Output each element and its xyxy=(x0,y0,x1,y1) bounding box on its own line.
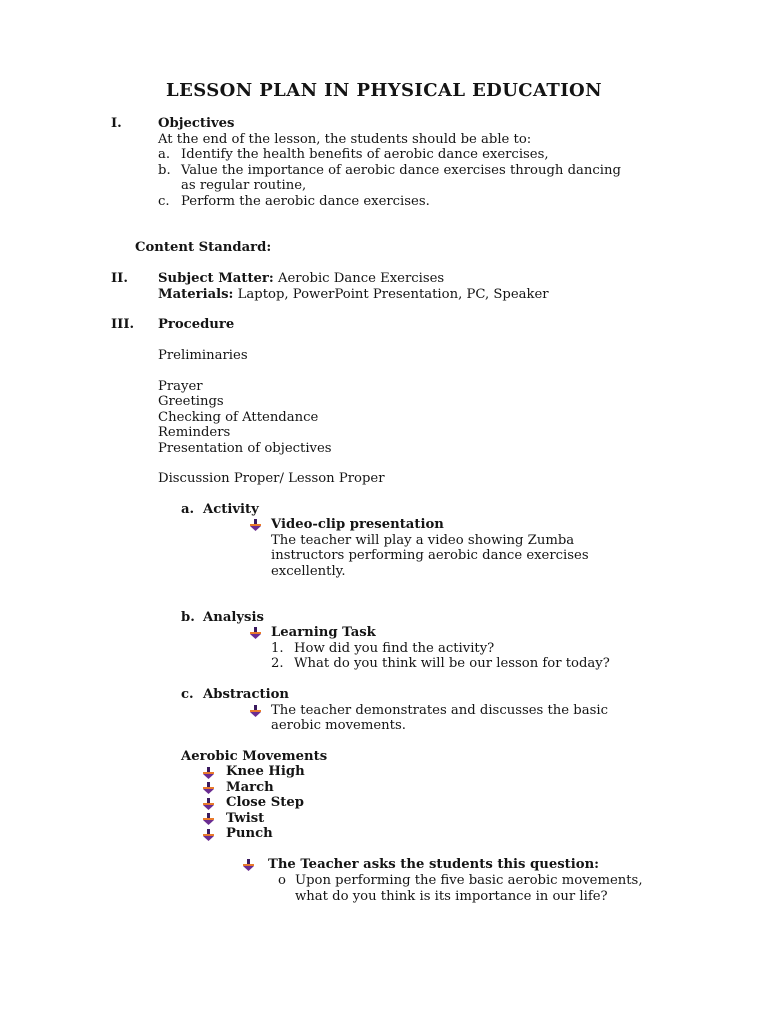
arrow-bullet-icon xyxy=(203,782,214,794)
movement-item: Twist xyxy=(226,811,265,826)
objective-letter-b: b. xyxy=(158,163,171,178)
objectives-intro: At the end of the lesson, the students should be able to: xyxy=(158,132,532,147)
circle-bullet: o xyxy=(278,873,286,888)
procedure-numeral: III. xyxy=(111,317,135,332)
analysis-question-num: 2. xyxy=(271,656,284,671)
subject-matter-label: Subject Matter: xyxy=(158,271,274,286)
abstraction-line: The teacher demonstrates and discusses the basic xyxy=(271,703,608,718)
subject-matter-numeral: II. xyxy=(111,271,128,286)
discussion-label: Discussion Proper/ Lesson Proper xyxy=(158,471,385,486)
activity-bullet-heading: Video-clip presentation xyxy=(271,517,444,532)
objectives-numeral: I. xyxy=(111,116,122,131)
preliminaries-label: Preliminaries xyxy=(158,348,248,363)
subject-matter-line xyxy=(158,271,444,286)
content-standard-label: Content Standard: xyxy=(135,240,272,255)
document-title: LESSON PLAN IN PHYSICAL EDUCATION xyxy=(166,80,602,101)
arrow-bullet-icon xyxy=(250,627,261,639)
activity-label: Activity xyxy=(203,502,259,517)
arrow-bullet-icon xyxy=(203,767,214,779)
arrow-bullet-icon xyxy=(243,859,254,871)
objective-text-b: Value the importance of aerobic dance exercises through dancing xyxy=(181,163,621,178)
analysis-question-num: 1. xyxy=(271,641,284,656)
question-heading: The Teacher asks the students this question: xyxy=(268,857,600,872)
activity-line: The teacher will play a video showing Zumba xyxy=(271,533,575,548)
prelim-item: Prayer xyxy=(158,379,203,394)
objective-text-c: Perform the aerobic dance exercises. xyxy=(181,194,430,209)
arrow-bullet-icon xyxy=(203,829,214,841)
analysis-letter: b. xyxy=(181,610,195,625)
activity-letter: a. xyxy=(181,502,195,517)
analysis-question-text: How did you find the activity? xyxy=(294,641,495,656)
prelim-item: Greetings xyxy=(158,394,224,409)
materials-line xyxy=(158,287,549,302)
materials-label: Materials: xyxy=(158,287,234,302)
abstraction-line: aerobic movements. xyxy=(271,718,406,733)
abstraction-letter: c. xyxy=(181,687,194,702)
arrow-bullet-icon xyxy=(203,798,214,810)
question-line: what do you think is its importance in our life? xyxy=(295,889,608,904)
subject-matter-value: Aerobic Dance Exercises xyxy=(277,271,445,286)
analysis-question-text: What do you think will be our lesson for today? xyxy=(294,656,610,671)
objective-text-a: Identify the health benefits of aerobic dance exercises, xyxy=(181,147,549,162)
prelim-item: Reminders xyxy=(158,425,231,440)
objective-text-b-cont: as regular routine, xyxy=(181,178,307,193)
procedure-heading: Procedure xyxy=(158,317,235,332)
arrow-bullet-icon xyxy=(203,813,214,825)
arrow-bullet-icon xyxy=(250,705,261,717)
movement-item: Punch xyxy=(226,826,273,841)
activity-line: excellently. xyxy=(271,564,346,579)
arrow-bullet-icon xyxy=(250,519,261,531)
movements-heading: Aerobic Movements xyxy=(181,749,328,764)
movement-item: Knee High xyxy=(226,764,305,779)
objective-letter-a: a. xyxy=(158,147,171,162)
movement-item: March xyxy=(226,780,274,795)
prelim-item: Checking of Attendance xyxy=(158,410,319,425)
movement-item: Close Step xyxy=(226,795,304,810)
analysis-bullet-heading: Learning Task xyxy=(271,625,376,640)
objective-letter-c: c. xyxy=(158,194,170,209)
objectives-heading: Objectives xyxy=(158,116,235,131)
prelim-item: Presentation of objectives xyxy=(158,441,332,456)
materials-value: Laptop, PowerPoint Presentation, PC, Speaker xyxy=(237,287,549,302)
activity-line: instructors performing aerobic dance exercises xyxy=(271,548,589,563)
analysis-label: Analysis xyxy=(203,610,264,625)
question-line: Upon performing the five basic aerobic movements, xyxy=(295,873,643,888)
abstraction-label: Abstraction xyxy=(203,687,289,702)
